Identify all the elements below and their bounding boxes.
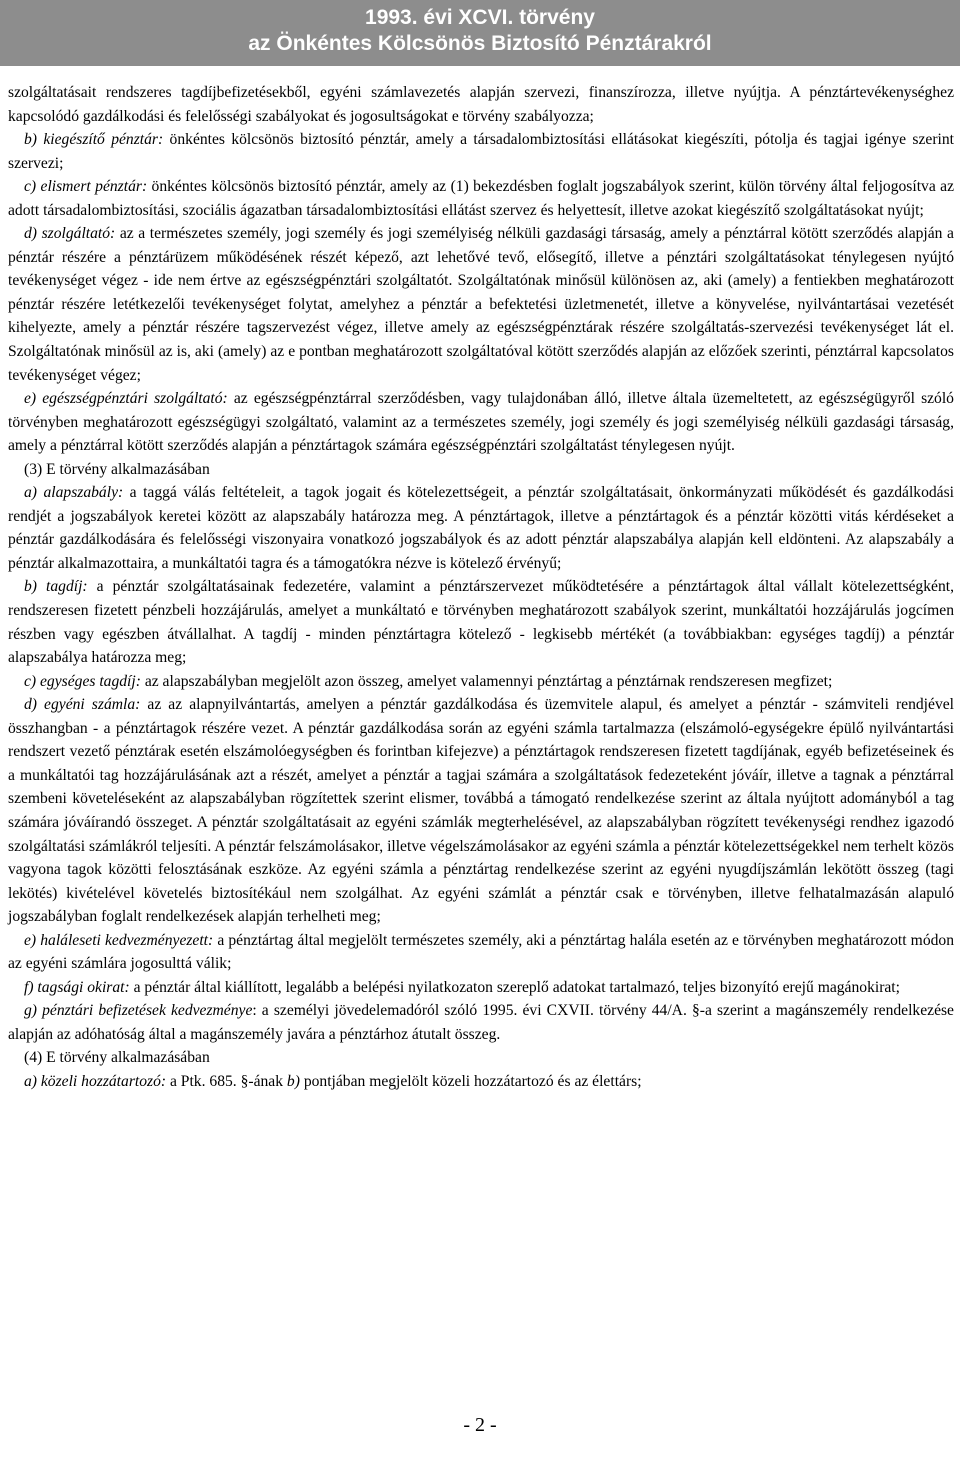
document-body bbox=[8, 81, 954, 1094]
page-number: - 2 - bbox=[463, 1414, 497, 1436]
paragraph bbox=[8, 387, 954, 458]
paragraph bbox=[8, 929, 954, 976]
paragraph bbox=[8, 1070, 954, 1094]
paragraph-text: a pénztár szolgáltatásainak fedezetére, valamint a pénztárszervezet működtetésére a pénztártagok által vállalt kötelezettségként, rendszeresen fizetett pénzbeli hozzájárulás, amelyet a munkáltató e törvényben meghatározott szabályok szerint, munkáltatói hozzájárulás jogcímen részben vagy egészben átvállalhat. A tagdíj - minden pénztártagra kötelező - legkisebb mértékét (a továbbiakban: egységes tagdíj) a pénztár alapszabálya határozza meg; bbox=[8, 578, 954, 667]
definition-term: c) elismert pénztár: bbox=[24, 178, 148, 196]
definition-term: a) alapszabály: bbox=[24, 484, 124, 502]
law-subtitle: az Önkéntes Kölcsönös Biztosító Pénztárakról bbox=[248, 32, 712, 55]
definition-term: b) kiegészítő pénztár: bbox=[24, 131, 164, 149]
paragraph-text: az az alapnyilvántartás, amelyen a pénztár gazdálkodása és üzemvitele alapul, és amelyet a pénztár - számviteli rendjével összhangban - a pénztártagok részére vezet. A pénztár gazdálkodása során az egyéni számla tartalmazza (elszámoló-egységekre épülő nyilvántartási rendszert vezető pénztárak esetén elszámolóegységben és forintban kifejezve) a pénztártagok rendszeresen fizetett tagdíjának, egyéb befizetéseinek és a munkáltatói tag hozzájárulásának azt a részét, amelyet a pénztár a tagjai számára a szolgáltatások fedezeteként jóváír, illetve a tagnak a pénztárral szembeni követeléseként az alapszabályban rögzítettek szerint elismer, továbbá a támogató rendelkezése szerint az általa nyújtott adományból a tag számára jóváírandó összeget. A pénztár szolgáltatásait az egyéni számlák megterhelésével, az alapszabályban rögzített tevékenységi rendhez igazodó szolgáltatási számlákról teljesíti. A pénztár felszámolásakor, illetve végelszámolásakor az egyéni számla a pénztár kötelezettségekkel nem terhelt közös vagyona tagok közötti felosztásának eszköze. Az egyéni számla a pénztártag rendelkezése szerint az egyéni nyugdíjszámlán lekötött összeg (tagi lekötés) kivételével követelés biztosítékául nem szolgálhat. Az egyéni számlát a pénztár csak e törvényben, illetve felhatalmazásán alapuló jogszabályban foglalt rendelkezések alapján terhelheti meg; bbox=[8, 696, 954, 926]
paragraph bbox=[8, 81, 954, 128]
paragraph bbox=[8, 693, 954, 928]
paragraph-text: az a természetes személy, jogi személy és jogi személyiség nélküli gazdasági társaság, amely a pénztárral kötött szerződés alapján a pénztár részére a pénztárüzem működésének részét képező, azt lehetővé tevő, elősegítő, illetve a pénztári szolgáltatásokat ténylegesen nyújtó tevékenységet végez - ide nem értve az egészségpénztári szolgáltatót. Szolgáltatónak minősül különösen az, aki (amely) a fentiekben meghatározott pénztár részére letétkezelői tevékenységet folytat, amelyhez a pénztár a befektetési üzletmenetét, illetve a könyvelése, nyilvántartásai vezetését kihelyezte, amely a pénztár részére tagszervezést végez, illetve amely az egészségpénztárak részére szolgáltatás-szervezési tevékenységet lát el. Szolgáltatónak minősül az is, aki (amely) az e pontban meghatározott szolgáltatóval kötött szerződés alapján az előzőek szerinti, pénztárral kapcsolatos tevékenységet végez; bbox=[8, 225, 954, 384]
paragraph-text: a Ptk. 685. §-ának bbox=[166, 1072, 287, 1090]
paragraph bbox=[8, 458, 954, 482]
definition-term: b) bbox=[286, 1072, 300, 1090]
paragraph-text: önkéntes kölcsönös biztosító pénztár, amely a társadalombiztosítási ellátásokat kiegészíti, pótolja és tagjai igénye szerint szervezi; bbox=[8, 131, 954, 172]
paragraph bbox=[8, 976, 954, 1000]
paragraph-text: pontjában megjelölt közeli hozzátartozó és az élettárs; bbox=[299, 1072, 642, 1090]
paragraph-text: a pénztártag által megjelölt természetes személy, aki a pénztártag halála esetén az e törvényben meghatározott módon az egyéni számlára jogosulttá válik; bbox=[8, 931, 955, 973]
paragraph-text: : a személyi jövedelemadóról szóló 1995. évi CXVII. törvény 44/A. §-a szerint a magánszemély rendelkezése alapján az adóhatóság által a magánszemély javára a pénztárhoz átutalt összeg. bbox=[8, 1002, 954, 1043]
paragraph bbox=[8, 175, 954, 222]
paragraph bbox=[8, 481, 954, 575]
paragraph bbox=[8, 128, 954, 175]
paragraph-text: (3) E törvény alkalmazásában bbox=[24, 460, 210, 478]
definition-term: a) közeli hozzátartozó: bbox=[24, 1072, 167, 1090]
definition-term: f) tagsági okirat: bbox=[24, 978, 130, 996]
paragraph-text: (4) E törvény alkalmazásában bbox=[24, 1049, 210, 1067]
paragraph-text: az alapszabályban megjelölt azon összeg, amelyet valamennyi pénztártag a pénztárnak rendszeresen megfizet; bbox=[140, 672, 833, 690]
definition-term: d) egyéni számla: bbox=[24, 696, 141, 714]
paragraph bbox=[8, 222, 954, 387]
definition-term: e) haláleseti kedvezményezett: bbox=[24, 931, 214, 949]
paragraph bbox=[8, 1046, 954, 1070]
paragraph-text: szolgáltatásait rendszeres tagdíjbefizetésekből, egyéni számlavezetés alapján szervezi, finanszírozza, illetve nyújtja. A pénztártevékenységhez kapcsolódó gazdálkodási és felelősségi szabályokat és jogosultságokat e törvény szabályozza; bbox=[8, 84, 954, 125]
definition-term: g) pénztári befizetések kedvezménye bbox=[24, 1002, 253, 1020]
paragraph bbox=[8, 575, 954, 669]
definition-term: e) egészségpénztári szolgáltató: bbox=[24, 390, 228, 408]
paragraph-text: a taggá válás feltételeit, a tagok jogait és kötelezettségeit, a pénztár szolgáltatásait, önkormányzati működését és gazdálkodási rendjét a jogszabályok keretei között az alapszabály határozza meg. A pénztártagok, illetve a pénztártagok és a pénztár közötti vitás kérdéseket a pénztár gazdálkodására és felelősségi viszonyaira vonatkozó jogszabályok és az adott pénztár alapszabálya alapján kell eldönteni. Az alapszabály a pénztár alkalmazottaira, a munkáltatói tagra és a támogatókra nézve is kötelező érvényű; bbox=[8, 484, 955, 572]
definition-term: d) szolgáltató: bbox=[24, 225, 116, 243]
paragraph bbox=[8, 999, 954, 1046]
page-header bbox=[0, 0, 960, 66]
paragraph-text: a pénztár által kiállított, legalább a belépési nyilatkozaton szereplő adatokat tartalmazó, teljes bizonyító erejű magánokirat; bbox=[129, 978, 900, 996]
definition-term: c) egységes tagdíj: bbox=[24, 672, 141, 690]
paragraph-text: az egészségpénztárral szerződésben, vagy tulajdonában álló, illetve általa üzemeltetett, az egészségügyről szóló törvényben meghatározott egészségügyi szolgáltató, valamint az a természetes személy, jogi személy és jogi személyiség nélküli gazdasági társaság, amely a pénztárral kötött szerződés alapján a pénztártagok számára egészségpénztári szolgáltatást ténylegesen nyújt. bbox=[8, 390, 954, 455]
definition-term: b) tagdíj: bbox=[24, 578, 88, 596]
paragraph bbox=[8, 670, 954, 694]
paragraph-text: önkéntes kölcsönös biztosító pénztár, amely az (1) bekezdésben foglalt jogszabályok szerint, külön törvény által feljogosítva az adott társadalombiztosítási, szociális ágazatban társadalombiztosítási ellátást szervez és helyettesít, illetve azokat kiegészítő szolgáltatásokat nyújt; bbox=[8, 178, 954, 219]
law-title: 1993. évi XCVI. törvény bbox=[365, 6, 595, 29]
